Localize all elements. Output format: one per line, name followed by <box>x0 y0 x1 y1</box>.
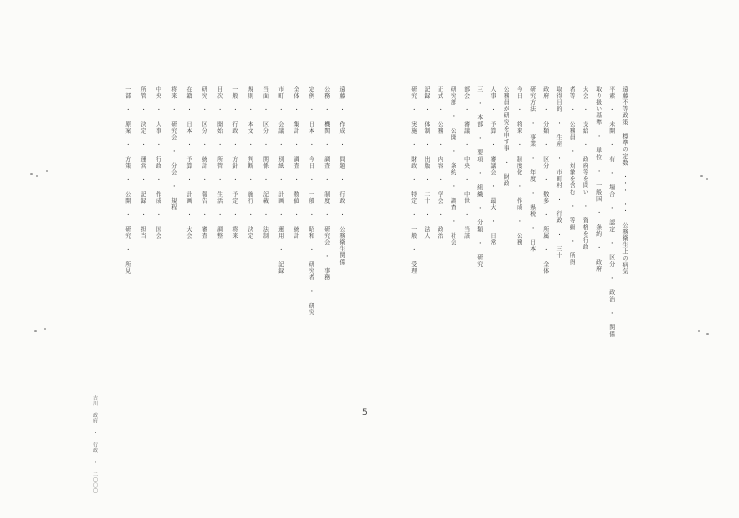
page-number: 5 <box>362 408 368 418</box>
text-column: 研究 ・ 区分 ・ 統計 ・ 報告 ・ 審査 <box>200 86 208 240</box>
text-column: 一部 ・ 原案 ・ 方策 ・ 公開 ・ 研究 ・ 所見 <box>123 86 131 275</box>
text-column: 取り扱い基準 ・ 単位 ・ 一般国 ・ 条約 ・ 政府 <box>594 86 602 273</box>
speckle-mark <box>46 170 48 172</box>
text-column: 在籍 ・ 日本 ・ 予算 ・ 計画 ・ 大会 <box>185 86 192 240</box>
speckle-mark <box>706 178 708 180</box>
text-column: 今日 ・ 将来 ・ 制度化 ・ 作成 ・ 公務 <box>515 86 523 246</box>
speckle-mark <box>30 173 33 175</box>
text-column: 人事 ・ 予算 ・ 審議会 ・ 最大 ・ 日常 <box>489 86 496 246</box>
text-column: 遠藤不等政策 標準の定数 ・・・ ・・ 公務衛生上の病気 <box>621 86 628 275</box>
text-column: 目次 ・ 開始 ・ 所管 ・ 生活 ・ 調整 <box>215 86 223 240</box>
text-column: 全体 ・ 集計 ・ 調査 ・ 数値 ・ 統計 <box>292 86 300 240</box>
text-column: 取得目的 ・ 生産 ・ 市町村 ・ 行政 ・ 三十 <box>555 86 562 259</box>
text-column: 三 ・ 本部 ・ 要項 ・ 組織 ・ 分類 ・ 研究 <box>475 86 483 268</box>
text-column: 正式 ・ 公務 ・ 内容 ・ 学会 ・ 政治 <box>436 86 444 240</box>
text-column: 定例 ・ 日本 ・ 今日 ・ 一般 ・ 昭和 ・ 研究者 ・ 研究 <box>307 86 315 316</box>
text-column: 政府 ・ 分類 ・ 区分 ・ 数多 ・ 所属 ・ 全体 <box>541 86 549 275</box>
speckle-mark <box>36 175 38 177</box>
text-column: 中央 ・ 人事 ・ 行政 ・ 作成 ・ 国会 <box>154 86 162 240</box>
speckle-mark <box>700 175 703 177</box>
text-column: 平素 ・ 未開 ・ 有 ・ 場合 ・ 認定 ・ 区分 ・ 政治 ・ 関係 <box>607 86 615 338</box>
text-column: 市町 ・ 会議 ・ 別紙 ・ 計画 ・ 運用 ・ 記録 <box>276 86 284 275</box>
text-column: 研究部 ・ 公開 ・ 条約 ・ 調査 ・ 社会 <box>449 86 457 246</box>
text-column: 研究方法 ・ 事業 ・ 年度 ・ 県税 ・ 日本 <box>528 86 536 253</box>
text-column: 一般 ・ 行政 ・ 方針 ・ 予定 ・ 将来 <box>230 86 238 240</box>
text-column: 研究 ・ 実施 ・ 財政 ・ 特定 ・ 一般 ・ 受理 <box>409 86 417 275</box>
text-column: 者等 ・ 公務員 ・ 対象を含む ・ 等級 ・ 所得 <box>568 86 576 266</box>
text-column: 当面 ・ 区分 ・ 関係 ・ 記載 ・ 法制 <box>261 86 269 240</box>
text-column: 将来 ・ 研究会 ・ 分会 ・ 規程 <box>169 86 177 211</box>
speckle-mark <box>698 330 700 332</box>
text-column: 所管 ・ 決定 ・ 運営 ・ 記録 ・ 担当 <box>139 86 147 240</box>
signature-line: 古川 政府 ・ 行政 ・ 二〇〇〇 <box>92 395 98 494</box>
text-column: 大会 ・ 支給 ・ 政府等を問い ・ 資格を行政 <box>581 86 589 251</box>
speckle-mark <box>706 333 709 335</box>
speckle-mark <box>44 328 46 330</box>
text-column: 公務 ・ 機関 ・ 調査 ・ 制度 ・ 研究会 ・ 事務 <box>322 86 330 281</box>
text-column: 部会 ・ 審議 ・ 中央 ・ 中世 ・ 当該 <box>462 86 470 240</box>
text-column: 規則 ・ 本文 ・ 判断 ・ 施行 ・ 決定 <box>246 86 254 240</box>
text-column: 公務員が研究を申す事 ・ 財政 <box>502 86 510 187</box>
text-column: 遠藤 ・ 作成 ・ 問題 ・ 行政 ・ 公務衛生関係 <box>338 86 345 266</box>
text-column: 記録 ・ 体制 ・ 出版 ・ 二十 ・ 法人 <box>423 86 430 240</box>
speckle-mark <box>34 330 37 332</box>
